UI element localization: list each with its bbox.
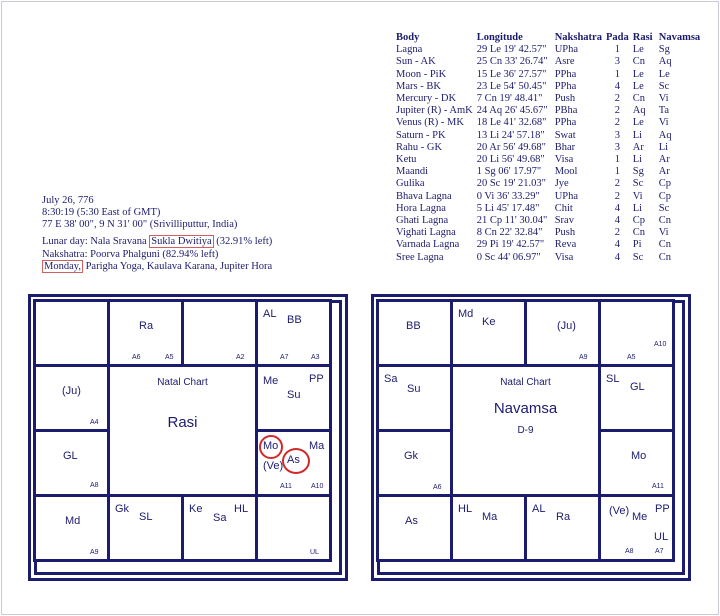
house-cell (255, 364, 332, 432)
table-cell: Aq (658, 129, 672, 141)
house-cell (598, 429, 675, 497)
planet-bb: BB (287, 314, 302, 326)
table-row (396, 44, 704, 56)
planet-mo: Mo (263, 440, 279, 452)
table-cell: 1 (614, 44, 620, 56)
table-cell: 20 Li 56' 49.68" (476, 154, 545, 166)
table-cell: Li (658, 141, 669, 153)
planet-hl: HL (458, 503, 473, 515)
table-cell: Reva (554, 239, 577, 251)
table-cell: Ketu (396, 154, 417, 166)
table-cell: Sun - AK (396, 56, 436, 68)
planet-ra: Ra (556, 511, 571, 523)
planet-md: Md (65, 515, 81, 527)
house-cell (33, 364, 110, 432)
table-cell: Cn (632, 56, 645, 68)
table-cell: 3 (614, 141, 620, 153)
table-cell: Moon - PiK (396, 68, 447, 80)
table-cell: Rahu - GK (396, 141, 443, 153)
header-navamsa: Navamsa (658, 32, 701, 43)
table-cell: 0 Vi 36' 33.29" (476, 190, 540, 202)
house-cell (107, 494, 184, 562)
table-cell: Varnada Lagna (396, 239, 460, 251)
planet-as: As (405, 515, 418, 527)
table-cell: 2 (614, 117, 620, 129)
house-cell (376, 494, 453, 562)
house-cell (524, 299, 601, 367)
table-cell: Cn (658, 251, 671, 263)
table-cell: PPha (554, 68, 577, 80)
table-cell: Ar (632, 141, 644, 153)
table-cell: Visa (554, 251, 574, 263)
table-row (396, 252, 704, 264)
house-cell (255, 299, 332, 367)
table-cell: Bhar (554, 141, 576, 153)
table-cell: Li (632, 202, 643, 214)
table-cell: UPha (554, 44, 579, 56)
planet-me: Me (263, 375, 279, 387)
table-cell: 7 Cn 19' 48.41" (476, 93, 543, 105)
house-cell (524, 494, 601, 562)
arudha-label: A2 (236, 354, 245, 361)
table-cell: 2 (614, 178, 620, 190)
planet-sl: SL (139, 511, 153, 523)
table-cell: Srav (554, 215, 574, 227)
table-cell: Vighati Lagna (396, 227, 456, 239)
table-cell: 2 (614, 105, 620, 117)
planet-al: AL (532, 503, 546, 515)
table-cell: PPha (554, 117, 577, 129)
table-cell: Swat (554, 129, 576, 141)
table-cell: 1 Sg 06' 17.97" (476, 166, 542, 178)
arudha-label: A8 (90, 482, 99, 489)
planet-sl: SL (606, 373, 620, 385)
house-cell (107, 299, 184, 367)
table-cell: Li (632, 154, 643, 166)
table-cell: 24 Aq 26' 45.67" (476, 105, 548, 117)
table-row (396, 166, 704, 178)
table-cell: Mool (554, 166, 578, 178)
house-cell (33, 494, 110, 562)
planet-gk: Gk (115, 503, 130, 515)
table-cell: 15 Le 36' 27.57" (476, 68, 547, 80)
highlight-circle (282, 448, 310, 474)
table-cell: 29 Le 19' 42.57" (476, 44, 547, 56)
table-cell: Ar (658, 154, 670, 166)
header-nakshatra: Nakshatra (554, 32, 602, 43)
planet-ra: Ra (139, 320, 154, 332)
planet-gl: GL (63, 450, 78, 462)
table-row (396, 239, 704, 251)
table-cell: 2 (614, 93, 620, 105)
house-cell (181, 299, 258, 367)
table-cell: Pi (632, 239, 642, 251)
arudha-label: A7 (280, 354, 289, 361)
house-cell (376, 429, 453, 497)
table-cell: Asre (554, 56, 575, 68)
table-cell: PBha (554, 105, 578, 117)
table-cell: 13 Li 24' 57.18" (476, 129, 545, 141)
planet-md: Md (458, 308, 474, 320)
house-cell (33, 299, 110, 367)
planet-ve: (Ve) (609, 505, 630, 517)
table-cell: 1 (614, 166, 620, 178)
planet-gk: Gk (404, 450, 419, 462)
house-cell (450, 299, 527, 367)
table-cell: Venus (R) - MK (396, 117, 464, 129)
table-cell: Cp (632, 215, 645, 227)
planet-hl: HL (234, 503, 249, 515)
table-cell: Jye (554, 178, 569, 190)
arudha-label: A11 (652, 483, 664, 490)
arudha-label: A10 (311, 483, 324, 490)
table-cell: Hora Lagna (396, 202, 446, 214)
table-cell: Sc (632, 178, 644, 190)
highlight-circle (259, 435, 283, 459)
planet-ul: UL (654, 531, 669, 543)
lunar-day (42, 236, 272, 247)
chart-title: Natal Chart (157, 377, 208, 388)
arudha-label: A7 (655, 548, 664, 555)
planet-ju: (Ju) (62, 385, 81, 397)
planet-sa: Sa (384, 373, 398, 385)
table-cell: Ghati Lagna (396, 215, 449, 227)
table-cell: 2 (614, 227, 620, 239)
table-row (396, 93, 704, 105)
table-cell: 3 (614, 56, 620, 68)
table-row (396, 117, 704, 129)
table-cell: 4 (614, 215, 620, 227)
table-cell: 4 (614, 251, 620, 263)
arudha-label: A6 (132, 354, 141, 361)
table-cell: 18 Le 41' 32.68" (476, 117, 547, 129)
table-cell: Sc (658, 202, 670, 214)
planet-ve: (Ve) (263, 460, 284, 472)
arudha-label: A9 (90, 549, 99, 556)
table-cell: Aq (632, 105, 646, 117)
table-row (396, 142, 704, 154)
planet-as: As (287, 454, 300, 466)
table-cell: Sc (632, 251, 644, 263)
table-row (396, 105, 704, 117)
house-cell (598, 299, 675, 367)
chart-center (450, 364, 601, 497)
table-cell: Ar (658, 166, 670, 178)
table-cell: Vi (658, 227, 669, 239)
header-body: Body (396, 32, 420, 43)
birth-time: 8:30:19 (5:30 East of GMT) (42, 207, 161, 218)
table-row (396, 178, 704, 190)
table-cell: Cn (658, 239, 671, 251)
table-cell: Vi (658, 117, 669, 129)
table-row (396, 81, 704, 93)
birth-place: 77 E 38' 00", 9 N 31' 00" (Srivilliputtur, India) (42, 219, 238, 230)
table-cell: 4 (614, 80, 620, 92)
table-cell: Cp (658, 178, 671, 190)
house-cell (33, 429, 110, 497)
table-cell: Push (554, 93, 576, 105)
house-cell (376, 299, 453, 367)
table-cell: Jupiter (R) - AmK (396, 105, 473, 117)
table-cell: Cn (632, 93, 645, 105)
house-cell (450, 494, 527, 562)
house-cell (255, 494, 332, 562)
table-cell: 3 (614, 129, 620, 141)
table-cell: 0 Sc 44' 06.97" (476, 251, 541, 263)
yoga-karana-hora: Parigha Yoga, Kaulava Karana, Jupiter Hora (82, 261, 273, 272)
table-cell: Chit (554, 202, 573, 214)
table-cell: Mercury - DK (396, 93, 457, 105)
table-cell: 21 Cp 11' 30.04" (476, 215, 548, 227)
planet-su: Su (407, 383, 421, 395)
rasi-chart (28, 294, 348, 581)
lunar-day-prefix: Lunar day: Nala Sravana (42, 236, 150, 247)
table-cell: Saturn - PK (396, 129, 446, 141)
table-cell: 4 (614, 239, 620, 251)
arudha-label: A9 (579, 354, 588, 361)
chart-name: Rasi (167, 414, 198, 431)
house-cell (598, 364, 675, 432)
planet-pp: PP (655, 503, 670, 515)
chart-name: Navamsa (493, 400, 558, 417)
table-row (396, 154, 704, 166)
table-cell: 5 Li 45' 17.48" (476, 202, 540, 214)
table-cell: 2 (614, 190, 620, 202)
table-cell: Le (632, 68, 644, 80)
table-cell: Sc (658, 80, 670, 92)
arudha-label: A11 (280, 483, 292, 490)
table-cell: Le (632, 44, 644, 56)
planet-gl: GL (630, 381, 645, 393)
table-cell: Gulika (396, 178, 425, 190)
planet-pp: PP (309, 373, 324, 385)
planet-ju: (Ju) (557, 320, 576, 332)
arudha-label: A8 (625, 548, 634, 555)
table-cell: 25 Cn 33' 26.74" (476, 56, 548, 68)
house-cell (598, 494, 675, 562)
header-rasi: Rasi (632, 32, 653, 43)
tithi-highlight: Sukla Dwitiya (151, 236, 212, 247)
table-row (396, 203, 704, 215)
arudha-label: A6 (433, 484, 442, 491)
table-cell: Li (632, 129, 643, 141)
table-cell: 23 Le 54' 50.45" (476, 80, 547, 92)
table-cell: Mars - BK (396, 80, 441, 92)
chart-division: D-9 (517, 425, 534, 436)
table-row (396, 56, 704, 68)
arudha-label: A5 (627, 354, 636, 361)
table-cell: 20 Ar 56' 49.68" (476, 141, 546, 153)
planet-al: AL (263, 308, 277, 320)
table-cell: Le (632, 117, 644, 129)
table-cell: Sree Lagna (396, 251, 444, 263)
table-cell: Vi (658, 93, 669, 105)
planet-ke: Ke (189, 503, 203, 515)
arudha-label: A5 (165, 354, 174, 361)
table-header-row (396, 32, 704, 44)
table-cell: Vi (632, 190, 643, 202)
table-cell: Le (658, 68, 670, 80)
birth-date: July 26, 776 (42, 195, 94, 206)
table-cell: Ta (658, 105, 670, 117)
chart-title: Natal Chart (500, 377, 551, 388)
weekday-info (42, 261, 272, 272)
table-cell: Sg (658, 44, 670, 56)
table-cell: Lagna (396, 44, 423, 56)
table-cell: 8 Cn 22' 32.84" (476, 227, 543, 239)
planet-ma: Ma (482, 511, 498, 523)
planet-ke: Ke (482, 316, 496, 328)
table-cell: Cp (658, 190, 671, 202)
navamsa-chart (371, 294, 691, 581)
house-cell (181, 494, 258, 562)
arudha-label: A4 (90, 419, 99, 426)
table-cell: 1 (614, 68, 620, 80)
table-row (396, 130, 704, 142)
nakshatra-info: Nakshatra: Poorva Phalguni (82.94% left) (42, 249, 219, 260)
planet-bb: BB (406, 320, 421, 332)
arudha-label: A10 (654, 341, 667, 348)
table-row (396, 215, 704, 227)
arudha-label: UL (310, 549, 319, 556)
table-cell: Cn (658, 215, 671, 227)
planet-positions-table (396, 32, 704, 264)
planet-me: Me (632, 511, 648, 523)
header-longitude: Longitude (476, 32, 523, 43)
table-cell: 20 Sc 19' 21.03" (476, 178, 546, 190)
planet-sa: Sa (213, 512, 227, 524)
lunar-day-suffix: (32.91% left) (213, 236, 273, 247)
planet-mo: Mo (631, 450, 647, 462)
table-cell: Maandi (396, 166, 429, 178)
table-cell: 1 (614, 154, 620, 166)
table-row (396, 69, 704, 81)
weekday-highlight: Monday, (44, 261, 81, 272)
table-cell: Cn (632, 227, 645, 239)
chart-center (107, 364, 258, 497)
table-cell: Visa (554, 154, 574, 166)
table-cell: Push (554, 227, 576, 239)
arudha-label: A3 (311, 354, 320, 361)
table-cell: 4 (614, 202, 620, 214)
house-cell (255, 429, 332, 497)
table-cell: 29 Pi 19' 42.57" (476, 239, 545, 251)
table-row (396, 227, 704, 239)
table-row (396, 191, 704, 203)
table-cell: Sg (632, 166, 644, 178)
table-cell: PPha (554, 80, 577, 92)
planet-su: Su (287, 389, 301, 401)
house-cell (376, 364, 453, 432)
table-cell: Aq (658, 56, 672, 68)
header-pada: Pada (605, 32, 629, 43)
table-cell: UPha (554, 190, 579, 202)
table-cell: Bhava Lagna (396, 190, 452, 202)
table-cell: Le (632, 80, 644, 92)
planet-ma: Ma (309, 440, 325, 452)
